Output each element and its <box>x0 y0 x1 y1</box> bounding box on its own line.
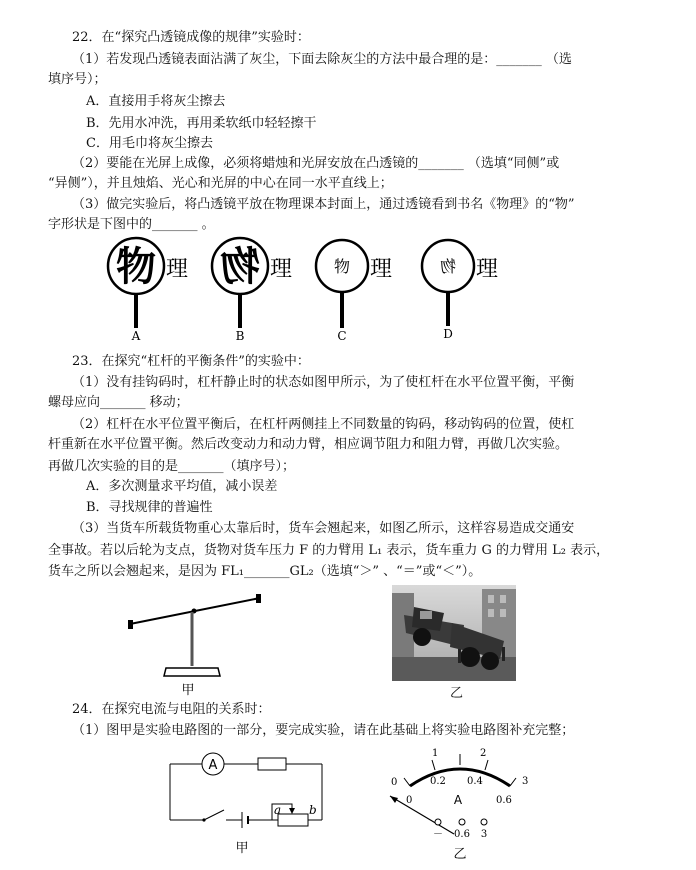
q22-option-b: B．先用水冲洗，再用柔软纸巾轻轻擦干 <box>86 116 317 131</box>
q22-part3-line2: 字形状是下图中的_______ 。 <box>48 217 215 232</box>
dial-bottom-02: 0.2 <box>430 776 446 787</box>
lens-c-label: C <box>337 329 347 343</box>
dial-bottom-06: 0.6 <box>496 795 512 806</box>
lens-option-b <box>212 238 292 343</box>
dial-top-3: 3 <box>522 776 529 787</box>
q22-part2-line2: “异侧”），并且烛焰、光心和光屏的中心在同一水平直线上； <box>48 176 393 191</box>
dial-caption: 乙 <box>453 847 467 862</box>
dial-bottom-0: 0 <box>406 795 413 806</box>
balance-nut-left <box>128 620 133 629</box>
q22-part1-line2: 填序号）； <box>48 72 107 87</box>
lever-caption: 甲 <box>181 683 195 698</box>
lens-options-figure <box>0 232 696 344</box>
q23-part2-line2: 杆重新在水平位置平衡。然后改变动力和动力臂，相应调节阻力和阻力臂，再做几次实验。 <box>48 437 569 452</box>
dial-top-0: 0 <box>391 777 398 788</box>
terminal-0-6[interactable] <box>459 819 465 825</box>
ammeter-dial <box>380 740 540 865</box>
q22-title: 22．在“探究凸透镜成像的规律”实验时： <box>72 30 310 45</box>
q23-part3-line3: 货车之所以会翘起来，是因为 FL₁_______GL₂（选填“＞” 、“＝”或“＜”）。 <box>48 564 482 579</box>
terminal-3[interactable] <box>481 819 487 825</box>
terminal-negative-label: － <box>433 829 443 840</box>
lens-option-c <box>316 240 392 343</box>
lens-a-label: A <box>131 329 141 343</box>
lens-c-li: 理 <box>370 257 393 282</box>
switch <box>204 810 224 820</box>
dial-top-1: 1 <box>432 748 439 759</box>
q22-option-c: C．用毛巾将灰尘擦去 <box>86 136 213 151</box>
lens-d-wu: 物 <box>439 257 457 276</box>
rheostat-end-a: a <box>274 803 282 817</box>
q23-option-b: B．寻找规律的普遍性 <box>86 500 213 515</box>
circuit-diagram <box>160 748 330 858</box>
q22-part1-line1: （1）若发现凸透镜表面沾满了灰尘，下面去除灰尘的方法中最合理的是：_______ （选 <box>72 52 572 67</box>
lever-stand-base <box>164 668 220 676</box>
truck-photo <box>392 585 516 681</box>
lens-a-li: 理 <box>166 257 189 282</box>
q23-part2-line1: （2）杠杆在水平位置平衡后，在杠杆两侧挂上不同数量的钩码，移动钩码的位置，使杠 <box>72 417 575 432</box>
balance-nut-right <box>256 594 261 603</box>
lens-b-li: 理 <box>270 257 293 282</box>
rheostat-end-b: b <box>309 803 317 817</box>
truck-caption: 乙 <box>450 686 464 701</box>
q22-part2-line1: （2）要能在光屏上成像，必须将蜡烛和光屏安放在凸透镜的_______ （选填“同侧”或 <box>72 156 560 171</box>
lens-b-label: B <box>235 329 245 343</box>
terminal-3-label: 3 <box>480 829 488 840</box>
q22-part3-line1: （3）做完实验后，将凸透镜平放在物理课本封面上，通过透镜看到书名《物理》的“物” <box>72 197 575 212</box>
dial-unit: A <box>453 793 463 807</box>
lens-d-label: D <box>443 327 453 341</box>
q23-part3-line1: （3）当货车所载货物重心太靠后时，货车会翘起来，如图乙所示，这样容易造成交通安 <box>72 521 575 536</box>
q23-part1-line1: （1）没有挂钩码时，杠杆静止时的状态如图甲所示，为了使杠杆在水平位置平衡，平衡 <box>72 375 575 390</box>
q24-title: 24．在探究电流与电阻的关系时： <box>72 702 271 717</box>
lens-option-a <box>108 238 188 343</box>
dial-bottom-04: 0.4 <box>467 776 483 787</box>
terminal-06-label: 0.6 <box>454 829 470 840</box>
q23-part1-line2: 螺母应向_______ 移动； <box>48 395 189 410</box>
terminal-negative[interactable] <box>435 819 441 825</box>
circuit-caption: 甲 <box>235 841 249 856</box>
lens-b-wu: 物 <box>220 243 260 290</box>
dial-pointer <box>390 796 454 834</box>
ammeter-label: A <box>208 758 218 773</box>
lens-c-wu: 物 <box>333 257 351 276</box>
q23-option-a: A．多次测量求平均值，减小误差 <box>86 479 278 494</box>
rheostat <box>278 814 308 826</box>
dial-top-2: 2 <box>480 748 487 759</box>
dial-arc <box>410 769 510 786</box>
lens-option-d <box>422 240 498 341</box>
fixed-resistor <box>258 758 286 770</box>
q22-option-a: A．直接用手将灰尘擦去 <box>86 94 226 109</box>
lens-a-wu: 物 <box>116 243 156 290</box>
q24-part1-line1: （1）图甲是实验电路图的一部分，要完成实验，请在此基础上将实验电路图补充完整； <box>72 723 575 738</box>
lens-d-li: 理 <box>476 257 499 282</box>
q23-title: 23．在探究“杠杆的平衡条件”的实验中： <box>72 354 310 369</box>
q23-part2-line3: 再做几次实验的目的是_______（填序号）； <box>48 459 296 474</box>
q23-part3-line2: 全事故。若以后轮为支点，货物对货车压力 F 的力臂用 L₁ 表示，货车重力 G 的力臂用 L₂ 表示， <box>48 543 610 558</box>
lever-figure <box>120 588 280 703</box>
